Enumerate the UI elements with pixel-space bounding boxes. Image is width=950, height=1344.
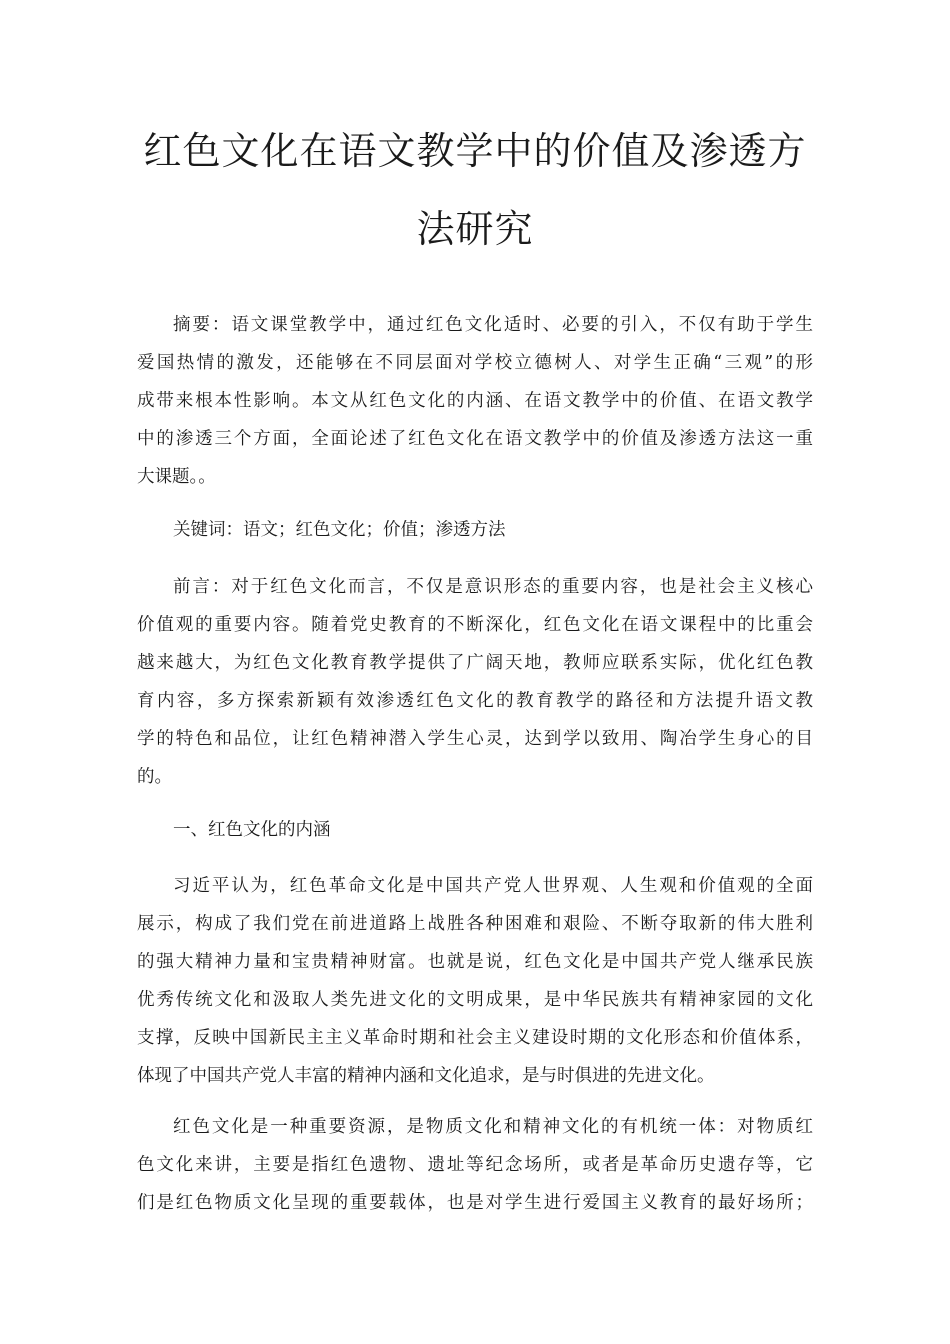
preface-line: 越来越大，为红色文化教育教学提供了广阔天地，教师应联系实际，优化红色教	[137, 653, 813, 673]
keywords-line: 关键词：语文；红色文化；价值；渗透方法	[173, 520, 506, 540]
abstract-line: 成带来根本性影响。本文从红色文化的内涵、在语文教学中的价值、在语文教学	[137, 391, 813, 411]
body-line: 习近平认为，红色革命文化是中国共产党人世界观、人生观和价值观的全面	[173, 876, 813, 896]
body-line: 优秀传统文化和汲取人类先进文化的文明成果，是中华民族共有精神家园的文化	[137, 990, 813, 1010]
abstract-line: 大课题。。	[137, 467, 216, 487]
section-1-paragraph-1	[137, 867, 813, 1095]
body-line: 们是红色物质文化呈现的重要载体，也是对学生进行爱国主义教育的最好场所；	[137, 1193, 813, 1213]
abstract-line: 爱国热情的激发，还能够在不同层面对学校立德树人、对学生正确“三观”的形	[137, 353, 813, 373]
preface-line: 学的特色和品位，让红色精神潜入学生心灵，达到学以致用、陶冶学生身心的目	[137, 729, 813, 749]
preface-paragraph	[137, 568, 813, 796]
body-line: 色文化来讲，主要是指红色遗物、遗址等纪念场所，或者是革命历史遗存等，它	[137, 1155, 813, 1175]
keywords-paragraph	[137, 511, 813, 549]
preface-line: 的。	[137, 767, 172, 787]
body-line: 体现了中国共产党人丰富的精神内涵和文化追求，是与时俱进的先进文化。	[137, 1066, 715, 1086]
body-line: 红色文化是一种重要资源，是物质文化和精神文化的有机统一体：对物质红	[173, 1117, 813, 1137]
title-line-1: 红色文化在语文教学中的价值及渗透方	[143, 129, 807, 173]
body-line: 展示，构成了我们党在前进道路上战胜各种困难和艰险、不断夺取新的伟大胜利	[137, 914, 813, 934]
document-title	[120, 112, 830, 268]
preface-line: 价值观的重要内容。随着党史教育的不断深化，红色文化在语文课程中的比重会	[137, 615, 813, 635]
title-line-2: 法研究	[416, 207, 534, 251]
section-1-heading: 一、红色文化的内涵	[173, 820, 331, 840]
body-line: 支撑，反映中国新民主主义革命时期和社会主义建设时期的文化形态和价值体系，	[137, 1028, 813, 1048]
body-line: 的强大精神力量和宝贵精神财富。也就是说，红色文化是中国共产党人继承民族	[137, 952, 813, 972]
preface-line: 前言：对于红色文化而言，不仅是意识形态的重要内容，也是社会主义核心	[173, 577, 813, 597]
abstract-line: 摘要：语文课堂教学中，通过红色文化适时、必要的引入，不仅有助于学生	[173, 315, 813, 335]
abstract-line: 中的渗透三个方面，全面论述了红色文化在语文教学中的价值及渗透方法这一重	[137, 429, 813, 449]
section-1-paragraph-2	[137, 1108, 813, 1222]
preface-line: 育内容，多方探索新颖有效渗透红色文化的教育教学的路径和方法提升语文教	[137, 691, 813, 711]
abstract-paragraph	[137, 306, 813, 496]
section-heading	[137, 811, 813, 849]
